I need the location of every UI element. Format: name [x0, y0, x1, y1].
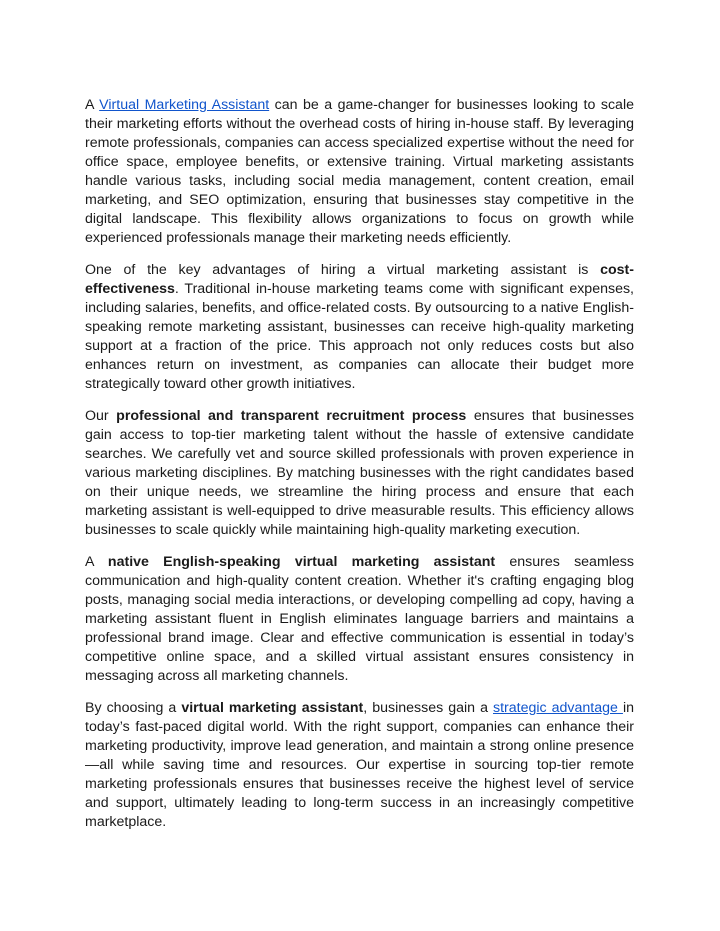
text-segment: A [85, 554, 108, 570]
text-segment: can be a game-changer for businesses looking to scale their marketing efforts without the overhead costs of hiring in-house staff. By leveraging remote professionals, companies can access specialized expertise without the need for office space, employee benefits, or extensive training. Virtual marketing assistants handle various tasks, including social media management, content creation, email marketing, and SEO optimization, ensuring that businesses stay competitive in the digital landscape. This flexibility allows organizations to focus on growth while experienced professionals manage their marketing needs efficiently. [85, 97, 634, 246]
paragraph-5 [85, 699, 634, 832]
text-segment: A [85, 97, 100, 113]
paragraph-1 [85, 96, 634, 248]
paragraph-3 [85, 407, 634, 540]
text-segment: ensures seamless communication and high-quality content creation. Whether it's crafting engaging blog posts, managing social media interactions, or developing compelling ad copy, having a marketing assistant fluent in English eliminates language barriers and maintains a professional brand image. Clear and effective communication is essential in today’s competitive online space, and a skilled virtual assistant ensures consistency in messaging across all marketing channels. [85, 554, 634, 684]
bold-virtual-marketing-assistant: virtual marketing assistant [181, 700, 364, 716]
document-page [85, 96, 634, 845]
paragraph-2 [85, 261, 634, 394]
strategic-advantage-link[interactable]: strategic advantage [493, 700, 623, 716]
text-segment: Our [85, 408, 117, 424]
virtual-marketing-assistant-link[interactable]: Virtual Marketing Assistant [99, 97, 270, 113]
text-segment: ensures that businesses gain access to top-tier marketing talent without the hassle of extensive candidate searches. We carefully vet and source skilled professionals with proven experience in various marketing disciplines. By matching businesses with the right candidates based on their unique needs, we streamline the hiring process and ensure that each marketing assistant is well-equipped to drive measurable results. This efficiency allows businesses to scale quickly while maintaining high-quality marketing execution. [85, 408, 634, 538]
text-segment: By choosing a [85, 700, 182, 716]
bold-native-english-assistant: native English-speaking virtual marketing assistant [107, 554, 496, 570]
bold-recruitment-process: professional and transparent recruitment process [116, 408, 467, 424]
bold-cost-effectiveness: cost-effectiveness [85, 262, 634, 297]
text-segment: One of the key advantages of hiring a virtual marketing assistant is [85, 262, 601, 278]
text-segment: in today’s fast-paced digital world. With the right support, companies can enhance their marketing productivity, improve lead generation, and maintain a strong online presence—all while saving time and resources. Our expertise in sourcing top-tier remote marketing professionals ensures that businesses receive the highest level of service and support, ultimately leading to long-term success in an increasingly competitive marketplace. [85, 700, 634, 830]
text-segment: , businesses gain a [363, 700, 493, 716]
text-segment: . Traditional in-house marketing teams come with significant expenses, including salaries, benefits, and office-related costs. By outsourcing to a native English-speaking remote marketing assistant, businesses can receive high-quality marketing support at a fraction of the price. This approach not only reduces costs but also enhances return on investment, as companies can allocate their budget more strategically toward other growth initiatives. [85, 281, 634, 392]
paragraph-4 [85, 553, 634, 686]
